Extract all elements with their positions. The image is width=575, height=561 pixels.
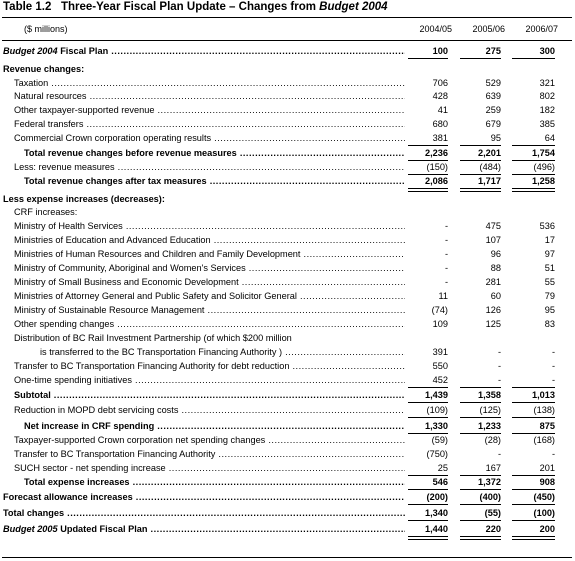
cell-2006-07: 97 xyxy=(544,249,555,259)
row-label xyxy=(14,220,405,232)
cell-2004-05: (74) xyxy=(431,305,448,315)
underline xyxy=(408,504,448,505)
cell-2004-05: 100 xyxy=(432,46,448,56)
table-row-such-sector xyxy=(0,462,575,474)
row-label-text: CRF increases: xyxy=(14,207,78,217)
row-label xyxy=(14,104,405,116)
cell-2004-05: (750) xyxy=(426,449,448,459)
row-label xyxy=(14,206,405,218)
row-label xyxy=(14,276,405,288)
row-label-text: Ministry of Small Business and Economic Development xyxy=(14,277,239,287)
underline xyxy=(408,145,448,146)
table-row-forecast-allowance xyxy=(0,491,575,503)
underline xyxy=(512,504,555,505)
cell-2004-05: - xyxy=(444,277,448,287)
row-label xyxy=(14,234,405,246)
table-row-one-time-spending xyxy=(0,374,575,386)
table-row-total-revenue-after xyxy=(0,175,575,187)
cell-2005-06: 1,372 xyxy=(478,477,501,487)
cell-2006-07: 55 xyxy=(544,277,555,287)
cell-2005-06: 679 xyxy=(485,119,501,129)
cell-2005-06: 126 xyxy=(485,305,501,315)
table-row-bc-rail-line2 xyxy=(0,346,575,358)
row-label xyxy=(14,374,405,386)
row-label xyxy=(3,193,405,205)
cell-2006-07: 1,258 xyxy=(532,176,555,186)
bottom-rule xyxy=(2,557,572,558)
underline xyxy=(408,417,448,418)
table-row-budget-2004-fiscal-plan xyxy=(0,45,575,57)
row-label-text: Updated Fiscal Plan xyxy=(57,524,148,534)
underline xyxy=(460,145,501,146)
cell-2006-07: 83 xyxy=(544,319,555,329)
double-underline xyxy=(512,188,555,192)
double-underline xyxy=(408,536,448,540)
column-header-2005-06: 2005/06 xyxy=(472,24,505,34)
table-row-mopd-debt xyxy=(0,404,575,416)
row-label-text: Distribution of BC Rail Investment Partnership (of which $200 million xyxy=(14,333,292,343)
table-row-ministry-attorney-general xyxy=(0,290,575,302)
column-header-2006-07: 2006/07 xyxy=(525,24,558,34)
cell-2004-05: 381 xyxy=(432,133,448,143)
table-row-total-revenue-before xyxy=(0,147,575,159)
cell-2006-07: 64 xyxy=(544,133,555,143)
row-label-text: Revenue changes: xyxy=(3,64,85,74)
cell-2004-05: 428 xyxy=(432,91,448,101)
underline xyxy=(408,520,448,521)
row-label-text: Transfer to BC Transportation Financing Authority for debt reduction xyxy=(14,361,290,371)
table-title xyxy=(3,1,388,13)
cell-2005-06: - xyxy=(497,361,501,371)
cell-2005-06: (28) xyxy=(484,435,501,445)
double-underline xyxy=(460,188,501,192)
cell-2004-05: - xyxy=(444,221,448,231)
table-row-ministry-community xyxy=(0,262,575,274)
cell-2005-06: 60 xyxy=(490,291,501,301)
row-label-text: Net increase in CRF spending xyxy=(24,421,155,431)
row-label xyxy=(3,491,405,503)
row-label-text: Forecast allowance increases xyxy=(3,492,133,502)
row-label xyxy=(14,404,405,416)
cell-2004-05: 1,330 xyxy=(425,421,448,431)
table-row-revenue-changes xyxy=(0,63,575,75)
cell-2006-07: 79 xyxy=(544,291,555,301)
underline xyxy=(460,387,501,388)
cell-2004-05: 11 xyxy=(438,291,448,301)
row-label xyxy=(3,523,405,535)
cell-2004-05: 1,340 xyxy=(425,508,448,518)
row-label xyxy=(14,462,405,474)
underline xyxy=(408,387,448,388)
row-label-text: Other taxpayer-supported revenue xyxy=(14,105,155,115)
underline xyxy=(512,520,555,521)
row-label xyxy=(14,90,405,102)
cell-2005-06: 259 xyxy=(485,105,501,115)
row-label-text: Subtotal xyxy=(14,390,51,400)
cell-2006-07: (496) xyxy=(533,162,555,172)
cell-2004-05: 2,086 xyxy=(425,176,448,186)
row-label xyxy=(14,360,405,372)
cell-2006-07: 182 xyxy=(539,105,555,115)
row-label-text: Ministries of Attorney General and Public Safety and Solicitor General xyxy=(14,291,297,301)
table-row-taxation xyxy=(0,77,575,89)
cell-2005-06: 96 xyxy=(490,249,501,259)
underline xyxy=(460,402,501,403)
table-row-subtotal xyxy=(0,389,575,401)
table-row-ministry-human-resources xyxy=(0,248,575,260)
table-row-transfer-bctfa xyxy=(0,448,575,460)
table-row-less-revenue-measures xyxy=(0,161,575,173)
underline xyxy=(460,520,501,521)
row-label xyxy=(14,118,405,130)
cell-2005-06: 275 xyxy=(485,46,501,56)
cell-2004-05: (59) xyxy=(431,435,448,445)
table-row-total-changes xyxy=(0,507,575,519)
cell-2006-07: 1,013 xyxy=(532,390,555,400)
row-label xyxy=(14,290,405,302)
cell-2005-06: 88 xyxy=(490,263,501,273)
cell-2004-05: - xyxy=(444,249,448,259)
row-label-text: Total revenue changes after tax measures xyxy=(24,176,207,186)
cell-2005-06: 529 xyxy=(485,78,501,88)
cell-2004-05: 1,439 xyxy=(425,390,448,400)
row-label-text: Other spending changes xyxy=(14,319,115,329)
cell-2005-06: 475 xyxy=(485,221,501,231)
row-label xyxy=(40,346,405,358)
row-label-text: Commercial Crown corporation operating results xyxy=(14,133,212,143)
row-label xyxy=(3,507,405,519)
cell-2006-07: (168) xyxy=(533,435,555,445)
table-row-crf-increases xyxy=(0,206,575,218)
cell-2006-07: 51 xyxy=(544,263,555,273)
row-label xyxy=(14,434,405,446)
table-title-italic: Budget 2004 xyxy=(319,1,388,13)
underline xyxy=(460,58,501,59)
cell-2004-05: 1,440 xyxy=(425,524,448,534)
double-underline xyxy=(512,536,555,540)
cell-2004-05: 452 xyxy=(432,375,448,385)
cell-2006-07: - xyxy=(551,449,555,459)
row-label xyxy=(14,318,405,330)
cell-2006-07: 875 xyxy=(539,421,555,431)
cell-2005-06: (484) xyxy=(479,162,501,172)
cell-2005-06: 1,717 xyxy=(478,176,501,186)
underline xyxy=(512,58,555,59)
cell-2006-07: - xyxy=(551,361,555,371)
cell-2004-05: (150) xyxy=(426,162,448,172)
cell-2004-05: - xyxy=(444,263,448,273)
units-label: ($ millions) xyxy=(24,24,68,34)
row-label-text: One-time spending initiatives xyxy=(14,375,132,385)
row-label-text: SUCH sector - net spending increase xyxy=(14,463,166,473)
cell-2006-07: 908 xyxy=(539,477,555,487)
row-label-text: Less expense increases (decreases): xyxy=(3,194,165,204)
top-rule xyxy=(2,17,572,18)
underline xyxy=(460,504,501,505)
cell-2004-05: - xyxy=(444,235,448,245)
row-label-text: Taxpayer-supported Crown corporation net spending changes xyxy=(14,435,266,445)
row-label-text: Natural resources xyxy=(14,91,87,101)
underline xyxy=(512,402,555,403)
cell-2004-05: (200) xyxy=(426,492,448,502)
column-header-2004-05: 2004/05 xyxy=(419,24,452,34)
double-underline xyxy=(408,188,448,192)
underline xyxy=(512,145,555,146)
row-label xyxy=(24,476,405,488)
cell-2005-06: 281 xyxy=(485,277,501,287)
underline xyxy=(460,489,501,490)
cell-2006-07: (138) xyxy=(533,405,555,415)
table-row-other-taxpayer-revenue xyxy=(0,104,575,116)
cell-2006-07: (450) xyxy=(533,492,555,502)
table-row-ministry-education xyxy=(0,234,575,246)
row-label xyxy=(24,420,405,432)
cell-2004-05: 546 xyxy=(432,477,448,487)
cell-2006-07: 300 xyxy=(539,46,555,56)
cell-2006-07: 17 xyxy=(544,235,555,245)
row-label-text: Ministries of Human Resources and Children and Family Development xyxy=(14,249,301,259)
row-label-text: Total changes xyxy=(3,508,65,518)
row-label-text: Ministry of Community, Aboriginal and Women's Services xyxy=(14,263,246,273)
underline xyxy=(408,402,448,403)
cell-2006-07: 321 xyxy=(539,78,555,88)
cell-2004-05: 25 xyxy=(437,463,448,473)
row-label-text: Taxation xyxy=(14,78,49,88)
row-label-italic: Budget 2005 xyxy=(3,524,58,534)
row-label xyxy=(14,248,405,260)
cell-2005-06: (125) xyxy=(479,405,501,415)
row-label-text: Ministry of Sustainable Resource Management xyxy=(14,305,205,315)
header-rule xyxy=(2,40,572,41)
cell-2005-06: (55) xyxy=(484,508,501,518)
cell-2004-05: 680 xyxy=(432,119,448,129)
underline xyxy=(512,489,555,490)
cell-2004-05: 391 xyxy=(432,347,448,357)
row-label xyxy=(14,448,405,460)
row-label xyxy=(14,304,405,316)
table-row-commercial-crown xyxy=(0,132,575,144)
row-label-text: Ministries of Education and Advanced Education xyxy=(14,235,211,245)
row-label xyxy=(24,147,405,159)
cell-2006-07: (100) xyxy=(533,508,555,518)
cell-2005-06: 125 xyxy=(485,319,501,329)
row-label xyxy=(14,77,405,89)
row-label xyxy=(3,63,405,75)
table-row-ministry-small-business xyxy=(0,276,575,288)
row-label-text: Less: revenue measures xyxy=(14,162,115,172)
table-row-transfer-bctfa-debt xyxy=(0,360,575,372)
cell-2005-06: 107 xyxy=(485,235,501,245)
cell-2006-07: - xyxy=(551,375,555,385)
cell-2004-05: 2,236 xyxy=(425,148,448,158)
row-label-text: Reduction in MOPD debt servicing costs xyxy=(14,405,179,415)
cell-2006-07: 95 xyxy=(544,305,555,315)
cell-2004-05: 109 xyxy=(432,319,448,329)
cell-2005-06: 1,233 xyxy=(478,421,501,431)
row-label xyxy=(14,161,405,173)
cell-2005-06: 95 xyxy=(490,133,501,143)
table-title-prefix: Three-Year Fiscal Plan Update – Changes from xyxy=(60,1,320,13)
row-label xyxy=(14,332,405,344)
cell-2004-05: (109) xyxy=(426,405,448,415)
cell-2005-06: - xyxy=(497,347,501,357)
cell-2006-07: 201 xyxy=(539,463,555,473)
cell-2005-06: 639 xyxy=(485,91,501,101)
cell-2006-07: - xyxy=(551,347,555,357)
underline xyxy=(460,417,501,418)
table-row-taxpayer-crown xyxy=(0,434,575,446)
cell-2006-07: 802 xyxy=(539,91,555,101)
table-row-other-spending xyxy=(0,318,575,330)
row-label-text: Ministry of Health Services xyxy=(14,221,123,231)
table-row-ministry-sustainable xyxy=(0,304,575,316)
cell-2005-06: 2,201 xyxy=(478,148,501,158)
underline xyxy=(512,417,555,418)
row-label-text: Total expense increases xyxy=(24,477,130,487)
cell-2005-06: 220 xyxy=(485,524,501,534)
cell-2006-07: 1,754 xyxy=(532,148,555,158)
table-row-federal-transfers xyxy=(0,118,575,130)
row-label-text: Fiscal Plan xyxy=(57,46,109,56)
cell-2004-05: 41 xyxy=(437,105,448,115)
row-label-text: Total revenue changes before revenue measures xyxy=(24,148,237,158)
row-label-text: is transferred to the BC Transportation Financing Authority ) xyxy=(40,347,283,357)
row-label xyxy=(3,45,405,57)
double-underline xyxy=(460,536,501,540)
table-row-bc-rail-line1 xyxy=(0,332,575,344)
underline xyxy=(512,387,555,388)
cell-2006-07: 385 xyxy=(539,119,555,129)
cell-2004-05: 706 xyxy=(432,78,448,88)
row-label xyxy=(14,262,405,274)
row-label-text: Transfer to BC Transportation Financing Authority xyxy=(14,449,216,459)
row-label xyxy=(24,175,405,187)
cell-2006-07: 200 xyxy=(539,524,555,534)
table-number: Table 1.2 xyxy=(3,1,52,13)
underline xyxy=(408,489,448,490)
table-row-natural-resources xyxy=(0,90,575,102)
table-row-budget-2005-fiscal-plan xyxy=(0,523,575,535)
row-label xyxy=(14,389,405,401)
cell-2005-06: - xyxy=(497,375,501,385)
table-row-net-increase-crf xyxy=(0,420,575,432)
cell-2005-06: (400) xyxy=(479,492,501,502)
cell-2005-06: - xyxy=(497,449,501,459)
underline xyxy=(408,58,448,59)
cell-2004-05: 550 xyxy=(432,361,448,371)
cell-2005-06: 167 xyxy=(485,463,501,473)
cell-2005-06: 1,358 xyxy=(478,390,501,400)
table-row-less-expense-increases xyxy=(0,193,575,205)
row-label xyxy=(14,132,405,144)
row-label-text: Federal transfers xyxy=(14,119,84,129)
cell-2006-07: 536 xyxy=(539,221,555,231)
row-label-italic: Budget 2004 xyxy=(3,46,58,56)
table-row-total-expense xyxy=(0,476,575,488)
table-row-ministry-health xyxy=(0,220,575,232)
